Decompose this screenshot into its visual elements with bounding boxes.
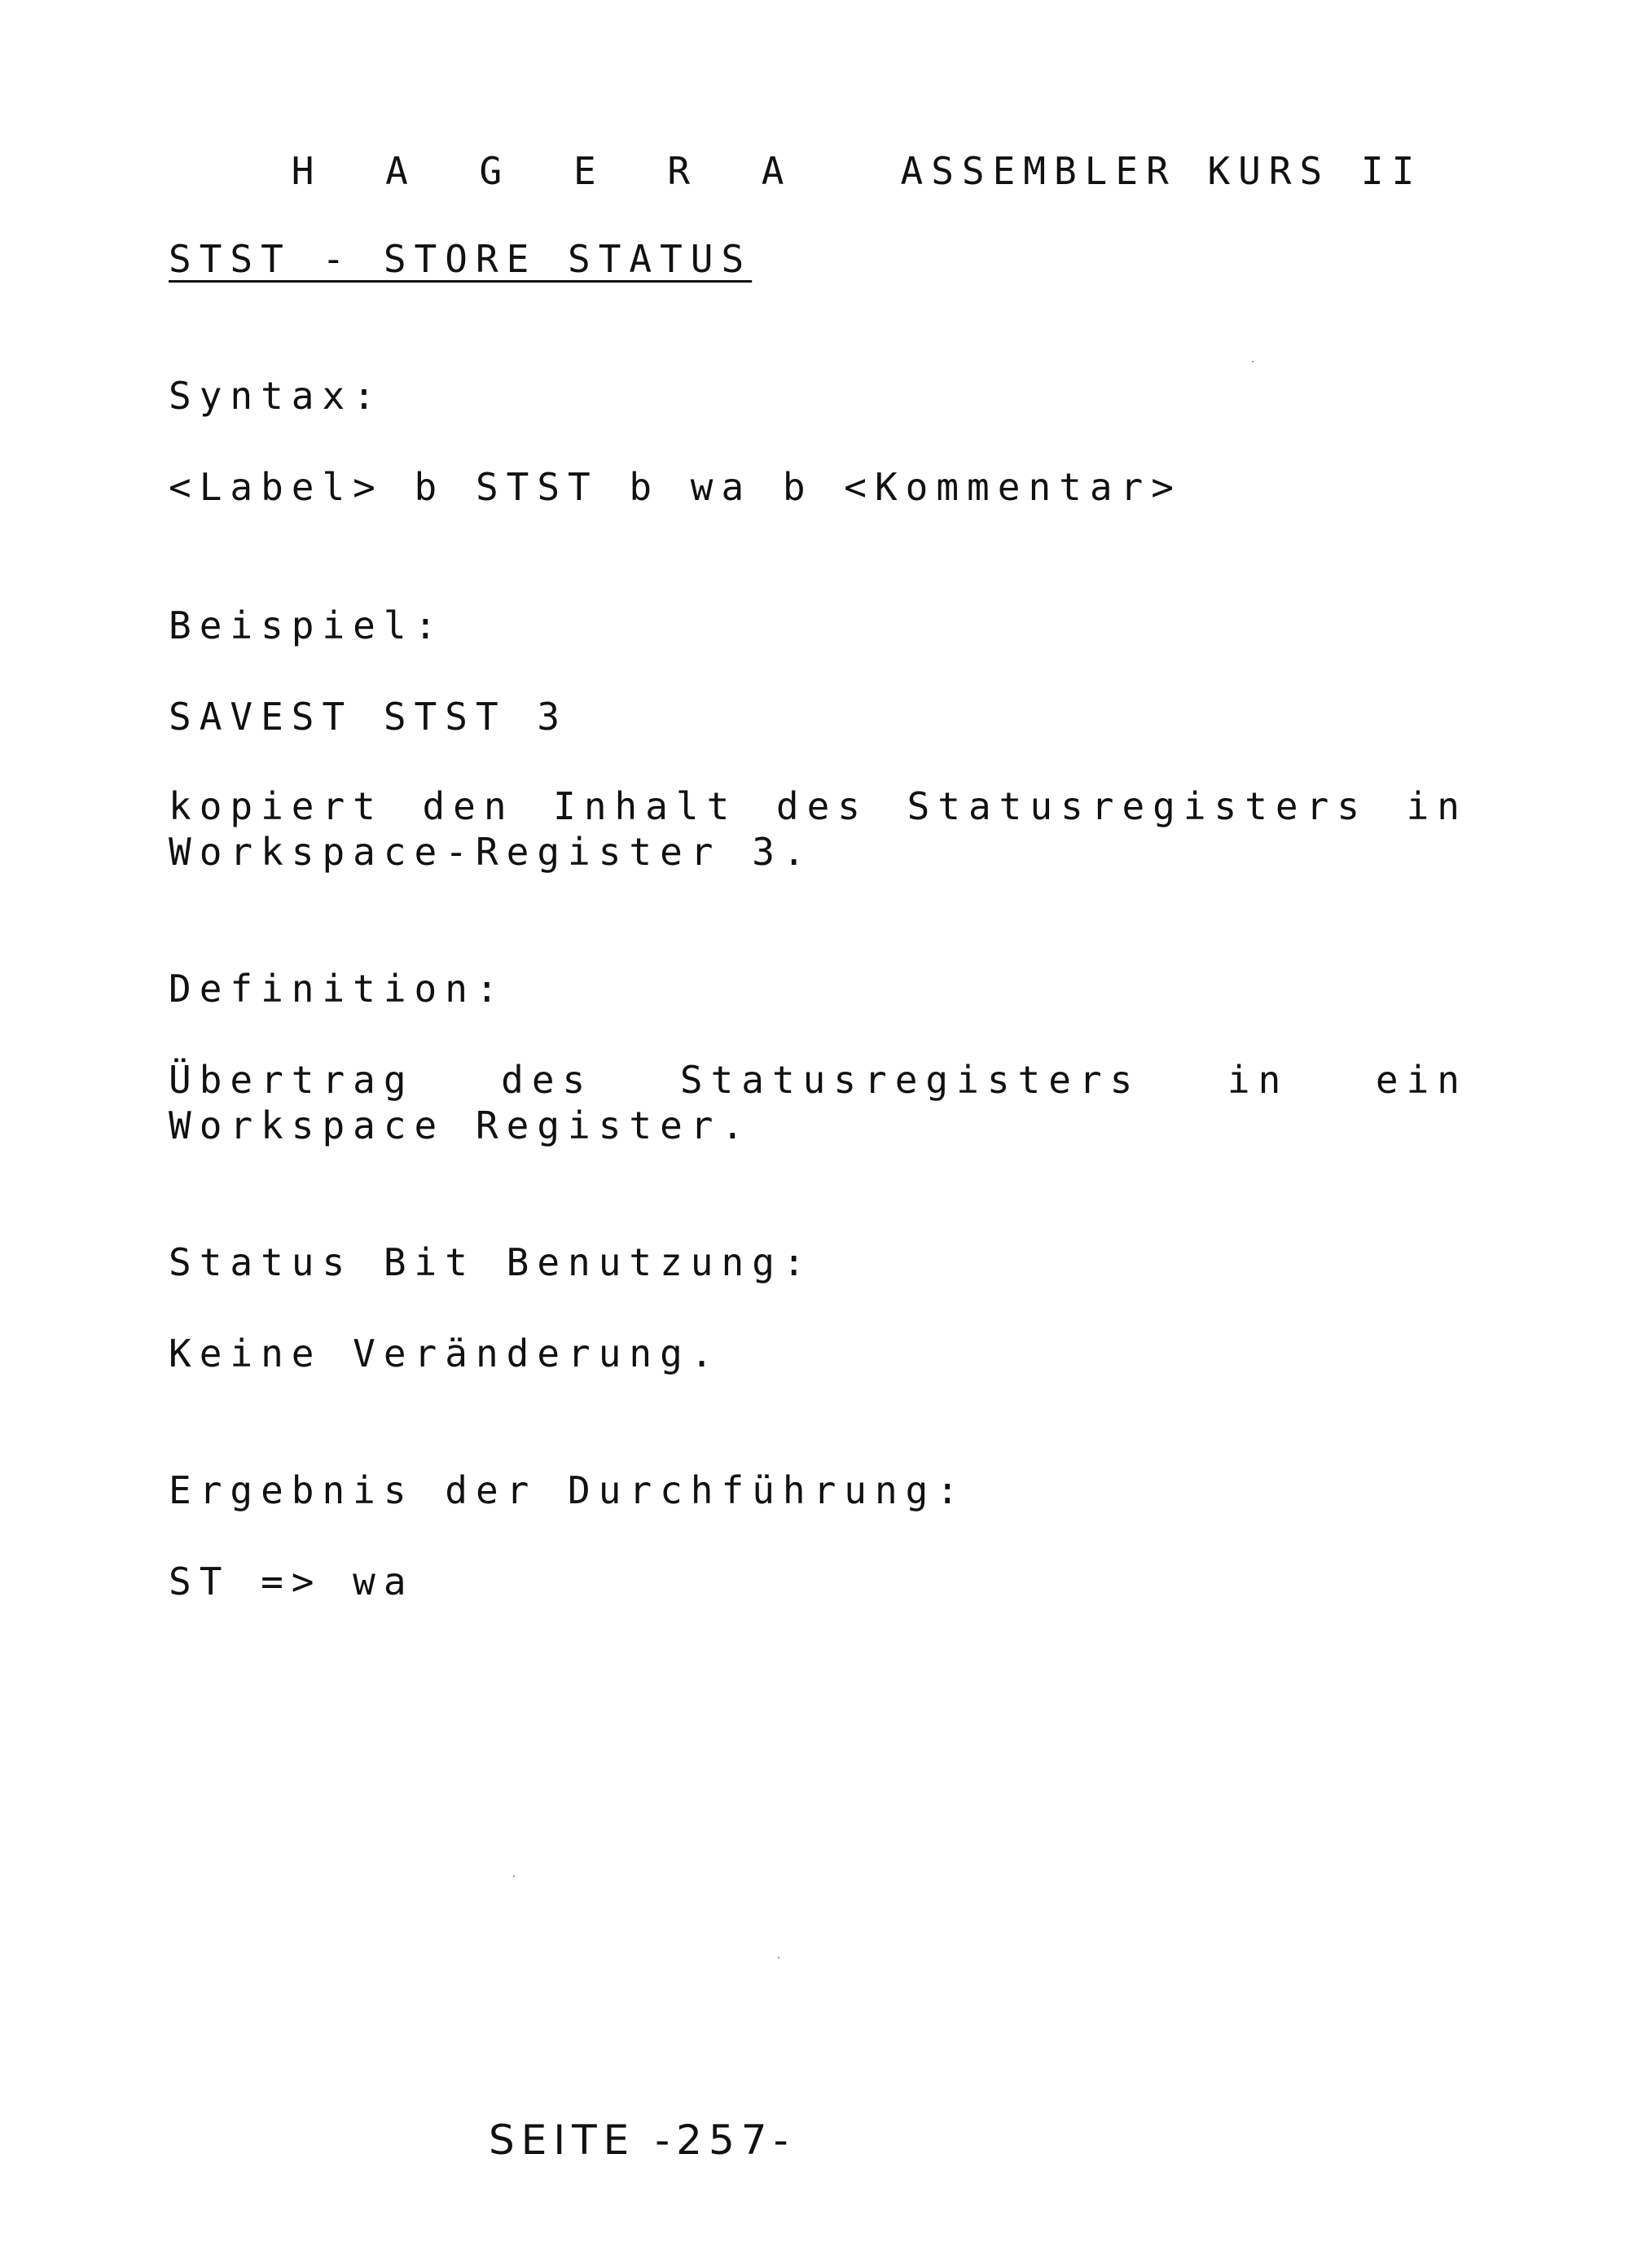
result-value: ST => wa xyxy=(169,1560,415,1603)
course-title: ASSEMBLER KURS II xyxy=(900,149,1423,193)
definition-line1: Übertrag des Statusregisters in ein xyxy=(169,1058,1468,1102)
scan-speck xyxy=(513,1875,515,1877)
page-header xyxy=(169,103,1422,239)
brand-name: H A G E R A xyxy=(291,149,809,193)
example-label: Beispiel: xyxy=(169,603,446,647)
example-description-line1: kopiert den Inhalt des Statusregisters in xyxy=(169,784,1468,828)
example-code: SAVEST STST 3 xyxy=(169,695,569,739)
definition-line2: Workspace Register. xyxy=(169,1103,753,1147)
syntax-value: <Label> b STST b wa b <Kommentar> xyxy=(169,465,1182,509)
definition-label: Definition: xyxy=(169,967,507,1011)
syntax-label: Syntax: xyxy=(169,374,384,418)
scan-speck xyxy=(778,1957,779,1959)
section-title: STST - STORE STATUS xyxy=(169,237,753,281)
page-number: SEITE -257- xyxy=(489,2117,795,2164)
result-label: Ergebnis der Durchführung: xyxy=(169,1468,968,1512)
status-bits-label: Status Bit Benutzung: xyxy=(169,1240,814,1284)
example-description-line2: Workspace-Register 3. xyxy=(169,830,814,874)
scan-speck xyxy=(1252,361,1254,362)
status-bits-value: Keine Veränderung. xyxy=(169,1331,722,1375)
